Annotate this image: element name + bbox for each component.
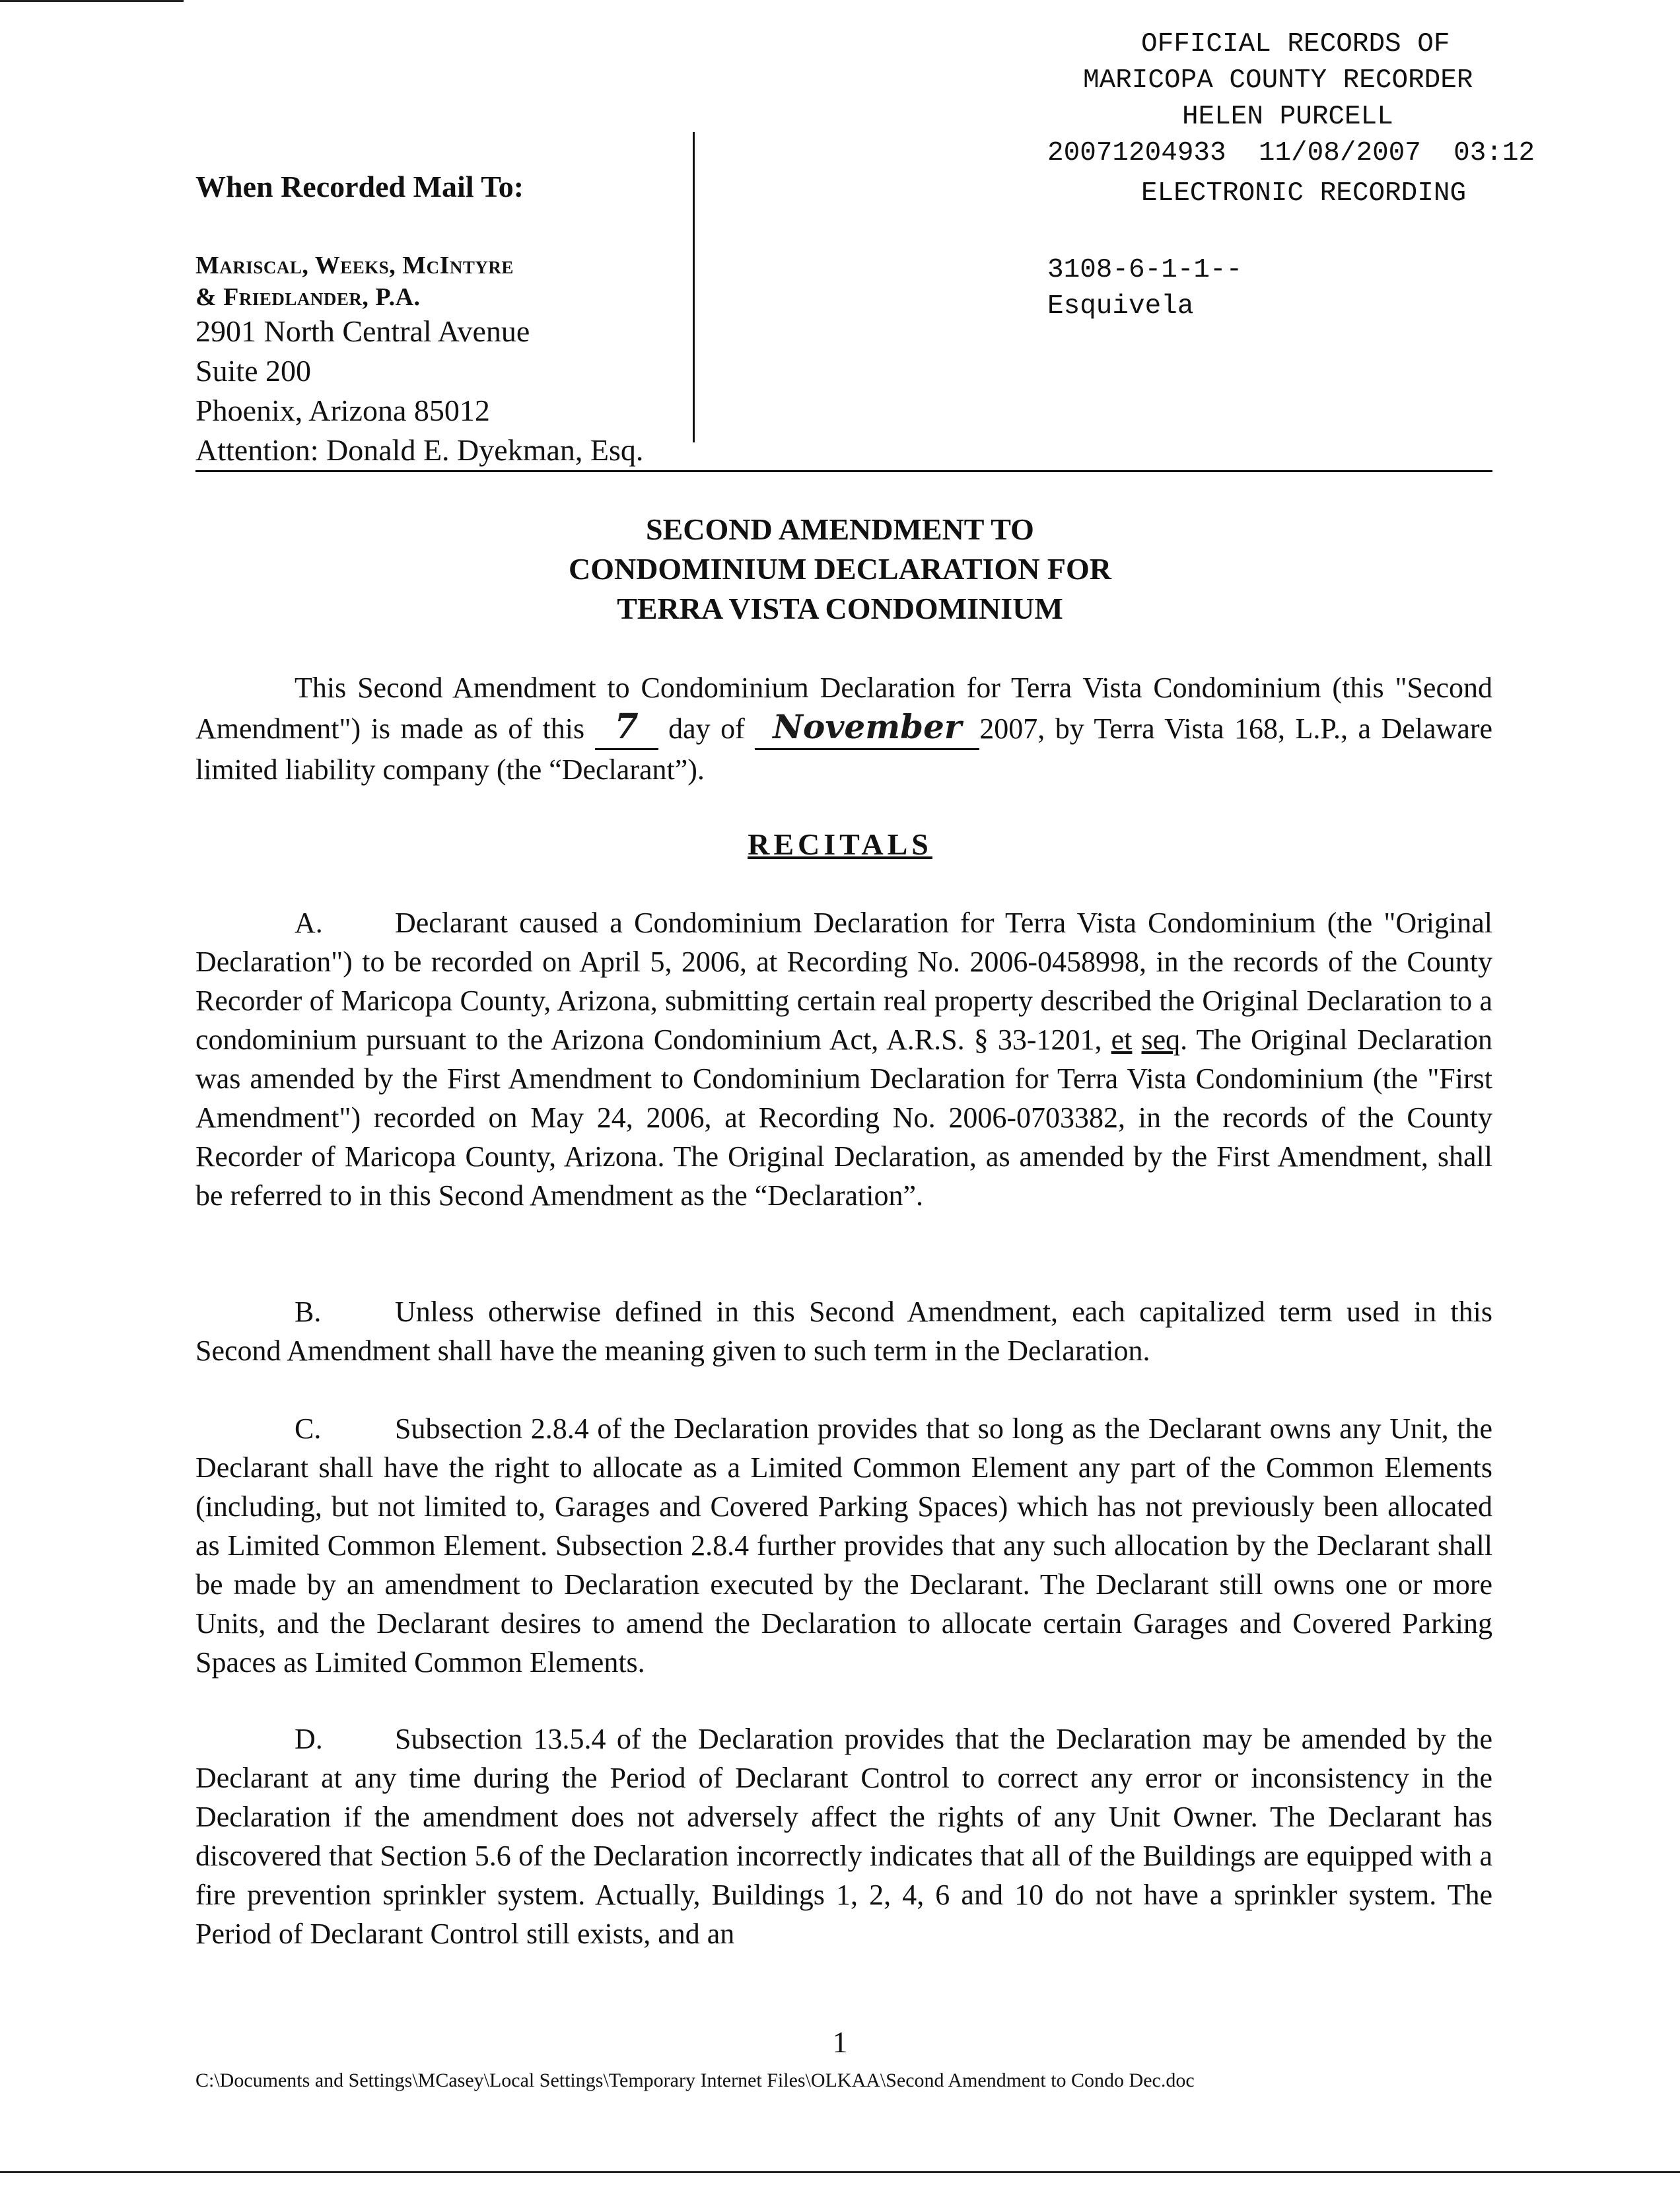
mail-to-heading: When Recorded Mail To:	[195, 170, 524, 203]
stamp-line-4: 20071204933 11/08/2007 03:12	[1047, 138, 1535, 168]
recital-a-label: A.	[295, 907, 323, 939]
month-fill-blank	[755, 707, 979, 750]
address-line-2: Suite 200	[195, 354, 312, 388]
day-handwritten: 7	[614, 707, 639, 747]
header-divider-horizontal	[195, 470, 1492, 472]
stamp-clerk: Esquivela	[1047, 291, 1194, 322]
recital-d-text: Subsection 13.5.4 of the Declaration provides that the Declaration may be amended by the Declarant at any time during the Period of Declarant Control to correct any error or inconsistency in the Declaration if the amendment does not adversely affect the rights of any Unit Owner. The Declarant has discovered that Section 5.6 of the Declaration incorrectly indicates that all of the Buildings are equipped with a fire prevention sprinkler system. Actually, Buildings 1, 2, 4, 6 and 10 do not have a sprinkler system. The Period of Declarant Control still exists, and an	[195, 1723, 1492, 1950]
file-path-footer: C:\Documents and Settings\MCasey\Local Settings\Temporary Internet Files\OLKAA\Second Amendment to Condo Dec.doc	[195, 2069, 1195, 2091]
day-fill-blank	[595, 707, 658, 750]
title-line-3: TERRA VISTA CONDOMINIUM	[617, 592, 1063, 625]
intro-text-2: day of	[668, 712, 745, 745]
recital-d	[195, 1719, 1492, 1953]
mail-block-divider-vertical	[693, 132, 695, 442]
recital-a-text-2: . The Original Declaration was amended by the First Amendment to Condominium Declaration for Terra Vista Condominium (the "First Amendment") recorded on May 24, 2006, at Recording No. 2006-0703382, in the records of the County Recorder of Maricopa County, Arizona. The Original Declaration, as amended by the First Amendment, shall be referred to in this Second Amendment as the “Declaration”.	[195, 1024, 1493, 1212]
recital-c	[195, 1409, 1492, 1682]
month-handwritten: November	[773, 707, 962, 746]
intro-paragraph	[195, 668, 1492, 789]
recital-c-label: C.	[295, 1412, 322, 1445]
recital-b-text: Unless otherwise defined in this Second Amendment, each capitalized term used in this Second Amendment shall have the meaning given to such term in the Declaration.	[195, 1296, 1492, 1367]
recital-c-text: Subsection 2.8.4 of the Declaration provides that so long as the Declarant owns any Unit, the Declarant shall have the right to allocate as a Limited Common Element any part of the Common Elements (including, but not limited to, Garages and Covered Parking Spaces) which has not previously been allocated as Limited Common Element. Subsection 2.8.4 further provides that any such allocation by the Declarant shall be made by an amendment to Declaration executed by the Declarant. The Declarant still owns one or more Units, and the Declarant desires to amend the Declaration to allocate certain Garages and Covered Parking Spaces as Limited Common Elements.	[195, 1412, 1492, 1679]
stamp-line-2: MARICOPA COUNTY RECORDER	[1083, 65, 1473, 96]
recital-a	[195, 903, 1492, 1215]
title-line-1: SECOND AMENDMENT TO	[646, 512, 1034, 546]
mail-to-address-block	[195, 251, 643, 470]
recital-a-et: et	[1111, 1024, 1133, 1056]
address-line-3: Phoenix, Arizona 85012	[195, 394, 490, 427]
stamp-line-5: ELECTRONIC RECORDING	[1141, 178, 1467, 209]
intro-text-1: This Second Amendment to Condominium Declaration for Terra Vista Condominium (this "Second Amendment") is made as of this	[195, 672, 1492, 745]
attention-line: Attention: Donald E. Dyekman, Esq.	[195, 433, 644, 467]
recitals-heading: RECITALS	[748, 827, 932, 861]
page-number: 1	[832, 2025, 848, 2059]
firm-name-line-2: & Friedlander, P.A.	[195, 283, 421, 311]
recital-d-label: D.	[295, 1723, 323, 1755]
address-line-1: 2901 North Central Avenue	[195, 314, 530, 348]
scan-edge-line-bottom	[0, 2171, 1680, 2173]
recital-b-label: B.	[295, 1296, 322, 1328]
stamp-code: 3108-6-1-1--	[1047, 255, 1243, 285]
recital-a-seq: seq	[1141, 1024, 1181, 1056]
stamp-line-1: OFFICIAL RECORDS OF	[1141, 29, 1450, 59]
recital-a-text-1: Declarant caused a Condominium Declaration for Terra Vista Condominium (the "Original Declaration") to be recorded on April 5, 2006, at Recording No. 2006-0458998, in the records of the County Recorder of Maricopa County, Arizona, submitting certain real property described the Original Declaration to a condominium pursuant to the Arizona Condominium Act, A.R.S. § 33-1201,	[195, 907, 1492, 1056]
recital-b	[195, 1292, 1492, 1370]
document-title	[0, 510, 1680, 629]
intro-text-3: 2007, by Terra Vista 168, L.P., a Delaware limited liability company (the “Declarant”).	[195, 712, 1493, 786]
stamp-line-3: HELEN PURCELL	[1182, 102, 1393, 132]
title-line-2: CONDOMINIUM DECLARATION FOR	[568, 552, 1112, 586]
firm-name-line-1: Mariscal, Weeks, McIntyre	[195, 252, 514, 279]
